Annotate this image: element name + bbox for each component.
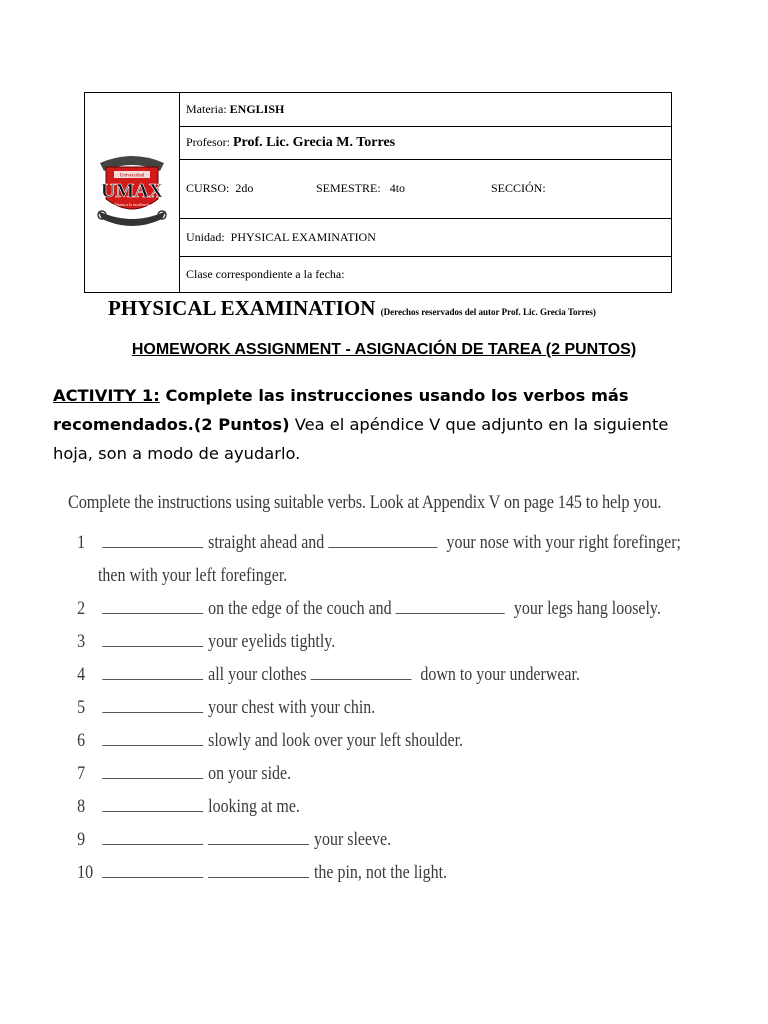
- curso-value: 2do: [235, 181, 254, 196]
- exercise-item: [62, 631, 600, 664]
- item-number: 1: [77, 532, 86, 553]
- materia-cell: [180, 93, 672, 127]
- item-number: 7: [77, 763, 86, 784]
- exercise-item: [62, 532, 681, 565]
- title-rights: (Derechos reservados del autor Prof. Lic. Grecia Torres): [380, 307, 596, 317]
- exercise-item: [62, 664, 600, 697]
- item-text: the pin, not the light.: [314, 862, 447, 883]
- answer-blank[interactable]: [102, 698, 203, 713]
- exercise-item: [62, 862, 600, 895]
- answer-blank[interactable]: [102, 533, 203, 548]
- answer-blank[interactable]: [102, 632, 203, 647]
- item-number: 9: [77, 829, 86, 850]
- activity-instructions: [53, 381, 713, 468]
- activity-normal-text: Vea el apéndice V que adjunto en la siguiente hoja, son a modo de ayudarlo.: [53, 415, 669, 463]
- item-text: straight ahead and: [208, 532, 325, 553]
- materia-value: ENGLISH: [229, 102, 285, 117]
- answer-blank[interactable]: [102, 665, 203, 680]
- logo-wordmark: UMAX: [100, 179, 164, 202]
- exercise-image: [62, 492, 702, 895]
- item-text: your legs hang loosely.: [513, 598, 661, 619]
- semestre-value: 4to: [389, 181, 406, 196]
- answer-blank[interactable]: [102, 764, 203, 779]
- item-text: down to your underwear.: [420, 664, 580, 685]
- item-text: slowly and look over your left shoulder.: [208, 730, 464, 751]
- clase-label: Clase correspondiente a la fecha:: [186, 266, 345, 281]
- item-number: 4: [77, 664, 86, 685]
- activity-label: ACTIVITY 1:: [53, 386, 160, 405]
- materia-label: Materia:: [186, 102, 227, 117]
- item-text: your chest with your chin.: [208, 697, 376, 718]
- exercise-item: [62, 829, 600, 862]
- title-main: PHYSICAL EXAMINATION: [108, 296, 376, 320]
- item-text: on the edge of the couch and: [208, 598, 392, 619]
- item-text: on your side.: [208, 763, 292, 784]
- logo-ribbon-text: Universidad: [119, 173, 145, 178]
- item-number: 6: [77, 730, 86, 751]
- answer-blank[interactable]: [102, 731, 203, 746]
- answer-blank[interactable]: [102, 797, 203, 812]
- profesor-label: Profesor:: [186, 134, 230, 149]
- exercise-item-continuation: then with your left forefinger.: [98, 565, 288, 586]
- answer-blank[interactable]: [208, 863, 309, 878]
- exercise-instruction: Complete the instructions using suitable verbs. Look at Appendix V on page 145 to help you.: [68, 492, 662, 513]
- exercise-item: [62, 697, 600, 730]
- item-number: 3: [77, 631, 86, 652]
- item-text: your nose with your right forefinger;: [446, 532, 681, 553]
- curso-label: CURSO:: [186, 181, 230, 196]
- unidad-value: PHYSICAL EXAMINATION: [230, 229, 376, 244]
- answer-blank[interactable]: [102, 830, 203, 845]
- activity-bold-text: Complete las instrucciones usando los verbos más recomendados.(2 Puntos): [53, 386, 629, 434]
- item-text: your eyelids tightly.: [208, 631, 336, 652]
- exercise-item: [62, 763, 600, 796]
- clase-cell: [180, 256, 672, 292]
- answer-blank[interactable]: [208, 830, 309, 845]
- header-table: [84, 92, 672, 293]
- profesor-cell: [180, 127, 672, 159]
- item-text: your sleeve.: [314, 829, 392, 850]
- exercise-item: [62, 730, 600, 763]
- seccion-label: SECCIÓN:: [491, 181, 546, 196]
- profesor-value: Prof. Lic. Grecia M. Torres: [233, 134, 396, 150]
- answer-blank[interactable]: [102, 863, 203, 878]
- unidad-label: Unidad:: [186, 229, 225, 244]
- curso-cell: [180, 159, 672, 219]
- unidad-cell: [180, 219, 672, 256]
- item-number: 5: [77, 697, 86, 718]
- item-number: 2: [77, 598, 86, 619]
- item-text: all your clothes: [208, 664, 307, 685]
- logo-cell: [85, 93, 180, 293]
- answer-blank[interactable]: [396, 599, 505, 614]
- answer-blank[interactable]: [102, 599, 203, 614]
- semestre-label: SEMESTRE:: [316, 181, 381, 196]
- item-number: 8: [77, 796, 86, 817]
- umax-logo-icon: [90, 141, 174, 241]
- page-title: [108, 296, 596, 321]
- answer-blank[interactable]: [311, 665, 412, 680]
- exercise-item: [62, 796, 600, 829]
- item-number: 10: [77, 862, 94, 883]
- answer-blank[interactable]: [328, 533, 437, 548]
- logo-motto-text: Manos a la excelencia: [114, 201, 150, 207]
- exercise-item: [62, 598, 661, 631]
- homework-heading: HOMEWORK ASSIGNMENT - ASIGNACIÓN DE TAREA (2 PUNTOS): [131, 341, 637, 358]
- item-text: looking at me.: [208, 796, 300, 817]
